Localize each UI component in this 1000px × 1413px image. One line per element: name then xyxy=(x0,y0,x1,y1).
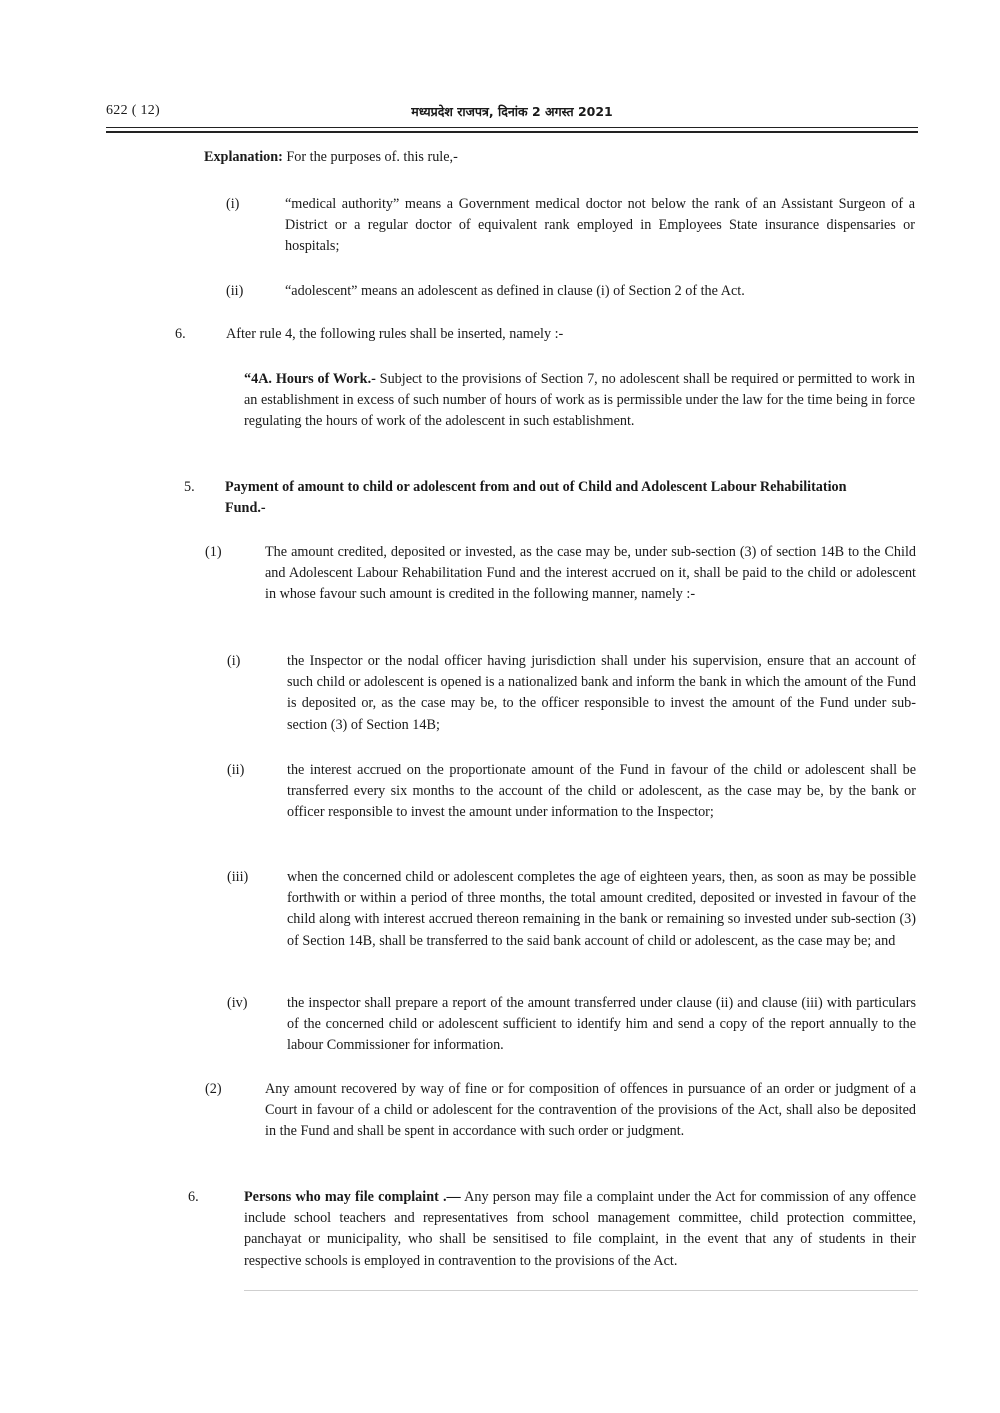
section-number: 5. xyxy=(184,479,195,495)
clause-number: (iv) xyxy=(227,995,248,1011)
header-rule-thick xyxy=(106,131,918,133)
clause-number: (i) xyxy=(227,653,241,669)
page-header xyxy=(106,103,918,125)
clause-number: (iii) xyxy=(227,869,249,885)
section-number: 6. xyxy=(188,1189,199,1205)
explanation-item-number: (i) xyxy=(226,196,240,212)
subsection-number: (2) xyxy=(205,1081,222,1097)
section-heading xyxy=(225,477,890,519)
explanation-item-number: (ii) xyxy=(226,283,244,299)
clause-text: when the concerned child or adolescent completes the age of eighteen years, then, as soon as may be possible forthwith or within a period of three months, the total amount credited, deposited or invested in favour of the child along with interest accrued thereon remaining in the bank or remaining so invested under sub-section (3) of Section 14B, shall be transferred to the said bank account of child or adolescent, as the case may be; and xyxy=(287,869,916,949)
rule-4a-heading: “4A. Hours of Work.- xyxy=(244,371,376,387)
clause-text: the Inspector or the nodal officer having jurisdiction shall under his supervision, ensure that an account of such child or adolescent is opened is a nationalized bank and inform the bank in which the amount of the Fund is deposited or, as the case may be, to the officer responsible to invest the amount of the Fund under sub-section (3) of Section 14B; xyxy=(287,653,916,733)
subsection-number: (1) xyxy=(205,544,222,560)
section-number: 6. xyxy=(175,326,186,342)
subsection-text: The amount credited, deposited or invested, as the case may be, under sub-section (3) of section 14B to the Child and Adolescent Labour Rehabilitation Fund and the interest accrued on it, shall be paid to the child or adolescent in whose favour such amount is credited in the following manner, namely :- xyxy=(265,544,916,603)
rule-4a-text: Subject to the provisions of Section 7, no adolescent shall be required or permitted to work in an establishment in excess of such number of hours of work as is permissible under the law for the time being in force regulating the hours of work of the adolescent in such establishment. xyxy=(244,371,915,430)
bottom-rule xyxy=(244,1290,918,1291)
header-rule-thin xyxy=(106,127,918,128)
explanation-text: For the purposes of. this rule,- xyxy=(282,149,458,165)
gazette-title: मध्यप्रदेश राजपत्र, दिनांक 2 अगस्त 2021 xyxy=(411,104,613,119)
clause-text: the interest accrued on the proportionate amount of the Fund in favour of the child or adolescent shall be transferred every six months to the account of the child or adolescent, as the case may be, by the bank or officer responsible to invest the amount under information to the Inspector; xyxy=(287,762,916,821)
subsection-text: Any amount recovered by way of fine or for composition of offences in pursuance of an order or judgment of a Court in favour of a child or adolescent for the contravention of the provisions of the Act, shall also be deposited in the Fund and shall be spent in accordance with such order or judgment. xyxy=(265,1081,916,1140)
explanation-item-text: “adolescent” means an adolescent as defined in clause (i) of Section 2 of the Act. xyxy=(285,283,745,299)
section-text: Any person may file a complaint under the Act for commission of any offence include school teachers and representatives from school management committee, child protection committee, panchayat or municipality, who shall be sensitised to file complaint, in the event that any of students in their respective schools is employed in contravention to the provisions of the Act. xyxy=(244,1189,916,1269)
explanation-item-text: “medical authority” means a Government medical doctor not below the rank of an Assistant Surgeon of a District or a regular doctor of equivalent rank employed in Employees State insurance dispensaries or hospitals; xyxy=(285,196,915,255)
section-heading-text: Payment of amount to child or adolescent from and out of Child and Adolescent Labour Rehabilitation Fund.- xyxy=(225,479,847,517)
section-text: After rule 4, the following rules shall be inserted, namely :- xyxy=(226,326,564,342)
explanation-label: Explanation: xyxy=(204,149,283,165)
section-paragraph xyxy=(244,1187,916,1272)
clause-text: the inspector shall prepare a report of the amount transferred under clause (ii) and clause (iii) with particulars of the concerned child or adolescent sufficient to identify him and send a copy of the report annually to the labour Commissioner for information. xyxy=(287,995,916,1054)
section-heading: Persons who may file complaint .— xyxy=(244,1189,461,1205)
page-number: 622 ( 12) xyxy=(106,103,161,118)
explanation-line xyxy=(204,147,904,168)
rule-4a-paragraph xyxy=(244,369,915,433)
clause-number: (ii) xyxy=(227,762,245,778)
